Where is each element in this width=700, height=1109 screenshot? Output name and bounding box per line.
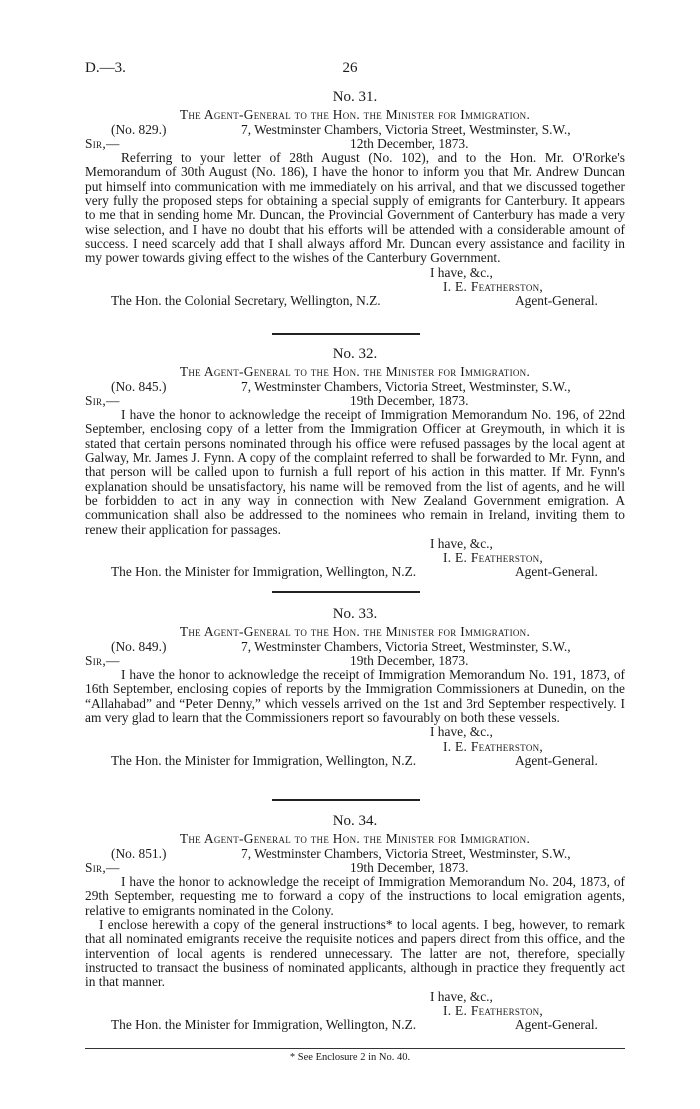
letter-ref: (No. 829.) <box>111 121 167 137</box>
letter-closing-row <box>85 990 625 1004</box>
letter-addressee: The Hon. the Minister for Immigration, Wellington, N.Z. <box>111 752 417 768</box>
letter-paragraph: I have the honor to acknowledge the receipt of Immigration Memorandum No. 196, of 22nd September, enclosing copy of a letter from the Immigration Officer at Greymouth, in which it is stated that certain persons nominated through his office were refused passages by the local agent at Galway, Mr. James J. Fynn. A copy of the complaint referred to shall be forwarded to Mr. Fynn, and that person will be called upon to furnish a full report of his action in this matter. If Mr. Fynn's explanation should be unsatisfactory, his name will be removed from the list of agents, and he will be forbidden to act in any way in connection with New Zealand Government emigration. A communication shall also be addressed to the nominees who remain in Ireland, inviting them to renew their application for passages. <box>85 407 625 537</box>
letter-addressee: The Hon. the Colonial Secretary, Wellington, N.Z. <box>111 293 381 309</box>
letter-address: 7, Westminster Chambers, Victoria Street, Westminster, S.W., <box>241 845 571 861</box>
footnote: * See Enclosure 2 in No. 40. <box>289 1052 411 1063</box>
letter-paragraph: Referring to your letter of 28th August (No. 102), and to the Hon. Mr. O'Rorke's Memorandum of 30th August (No. 186), I have the honor to inform you that Mr. Andrew Duncan put himself into communication with me immediately on his arrival, and that we discussed together very fully the proposed steps for obtaining a special supply of emigrants for Canterbury. It appears to me that in sending home Mr. Duncan, the Provincial Government of Canterbury has made a very wise selection, and I have no doubt that his efforts will be attended with a considerable amount of success. I need scarcely add that I shall always afford Mr. Duncan every assistance and facility in my power towards giving effect to the wishes of the Canterbury Government. <box>85 150 625 266</box>
letter-ref-row <box>85 640 625 654</box>
letter-body <box>85 408 625 537</box>
letter-ref-row <box>85 123 625 137</box>
letter-signature: I. E. Featherston, <box>443 1002 544 1018</box>
letter-title: Agent-General. <box>515 293 598 309</box>
letter-direction: The Agent-General to the Hon. the Minister for Immigration. <box>179 107 531 123</box>
letter-salutation-row <box>85 654 625 668</box>
letter-ref: (No. 845.) <box>111 378 167 394</box>
letter-signature-row <box>85 740 625 754</box>
letter-paragraph: I have the honor to acknowledge the receipt of Immigration Memorandum No. 191, 1873, of 16th September, enclosing copies of reports by the Immigration Commissioners at Dunedin, on the “Allahabad” and “Peter Denny,” which vessels arrived on the 1st and 3rd September respectively. I am very glad to learn that the Commissioners report so favourably on both these vessels. <box>85 667 625 726</box>
letter-number: No. 32. <box>332 346 378 362</box>
letter-closing-row <box>85 266 625 280</box>
letter-paragraph: I have the honor to acknowledge the receipt of Immigration Memorandum No. 204, 1873, of 29th September, requesting me to forward a copy of the instructions to local emigration agents, relative to emigrants nominated in the Colony. <box>85 874 625 918</box>
letter-address: 7, Westminster Chambers, Victoria Street, Westminster, S.W., <box>241 638 571 654</box>
letter-closing-row <box>85 537 625 551</box>
section-divider <box>272 591 420 593</box>
letter-date: 19th December, 1873. <box>350 652 469 668</box>
letter-addressee-row <box>85 1018 625 1032</box>
letter-salutation-row <box>85 137 625 151</box>
letter-31 <box>85 90 625 308</box>
letter-direction: The Agent-General to the Hon. the Minister for Immigration. <box>179 624 531 640</box>
letter-closing: I have, &c., <box>430 535 493 551</box>
letter-salutation-row <box>85 394 625 408</box>
letter-ref: (No. 851.) <box>111 845 167 861</box>
letter-closing: I have, &c., <box>430 724 493 740</box>
letter-salutation-row <box>85 861 625 875</box>
letter-body <box>85 875 625 989</box>
letter-34 <box>85 814 625 1032</box>
letter-body <box>85 151 625 265</box>
footnote-rule <box>85 1048 625 1049</box>
letter-direction: The Agent-General to the Hon. the Minister for Immigration. <box>179 364 531 380</box>
letter-32 <box>85 347 625 580</box>
letter-signature: I. E. Featherston, <box>443 738 544 754</box>
letter-date: 12th December, 1873. <box>350 135 469 151</box>
letter-date: 19th December, 1873. <box>350 392 469 408</box>
page-header <box>0 60 700 82</box>
letter-closing: I have, &c., <box>430 988 493 1004</box>
letter-addressee: The Hon. the Minister for Immigration, Wellington, N.Z. <box>111 1017 417 1033</box>
letter-addressee: The Hon. the Minister for Immigration, Wellington, N.Z. <box>111 564 417 580</box>
letter-addressee-row <box>85 754 625 768</box>
letter-salutation: Sir,— <box>85 652 120 668</box>
letter-salutation: Sir,— <box>85 135 120 151</box>
letter-33 <box>85 607 625 768</box>
letter-signature-row <box>85 1004 625 1018</box>
letter-number: No. 33. <box>332 606 378 622</box>
letter-signature-row <box>85 280 625 294</box>
letter-body <box>85 668 625 725</box>
letter-ref-row <box>85 380 625 394</box>
letter-number: No. 31. <box>332 89 378 105</box>
letter-closing: I have, &c., <box>430 264 493 280</box>
letter-title: Agent-General. <box>515 1017 598 1033</box>
letter-signature: I. E. Featherston, <box>443 550 544 566</box>
letter-date: 19th December, 1873. <box>350 859 469 875</box>
letter-closing-row <box>85 725 625 739</box>
letter-signature: I. E. Featherston, <box>443 278 544 294</box>
letter-ref: (No. 849.) <box>111 638 167 654</box>
letter-paragraph: I enclose herewith a copy of the general instructions* to local agents. I beg, however, to remark that all nominated emigrants receive the requisite notices and papers direct from this office, and the intervention of local agents is rendered unnecessary. The latter are not, therefore, specially instructed to transact the business of nominated applicants, although in practice they frequently act in that manner. <box>85 917 625 990</box>
page-number: 26 <box>342 60 358 76</box>
letter-direction: The Agent-General to the Hon. the Minister for Immigration. <box>179 831 531 847</box>
section-divider <box>272 799 420 801</box>
letter-salutation: Sir,— <box>85 859 120 875</box>
letter-address: 7, Westminster Chambers, Victoria Street, Westminster, S.W., <box>241 121 571 137</box>
letter-number: No. 34. <box>332 813 378 829</box>
letter-title: Agent-General. <box>515 564 598 580</box>
section-divider <box>272 333 420 335</box>
letter-signature-row <box>85 551 625 565</box>
letter-addressee-row <box>85 294 625 308</box>
letter-address: 7, Westminster Chambers, Victoria Street, Westminster, S.W., <box>241 378 571 394</box>
document-reference: D.—3. <box>85 60 126 76</box>
letter-salutation: Sir,— <box>85 392 120 408</box>
letter-title: Agent-General. <box>515 752 598 768</box>
letter-addressee-row <box>85 565 625 579</box>
letter-ref-row <box>85 847 625 861</box>
